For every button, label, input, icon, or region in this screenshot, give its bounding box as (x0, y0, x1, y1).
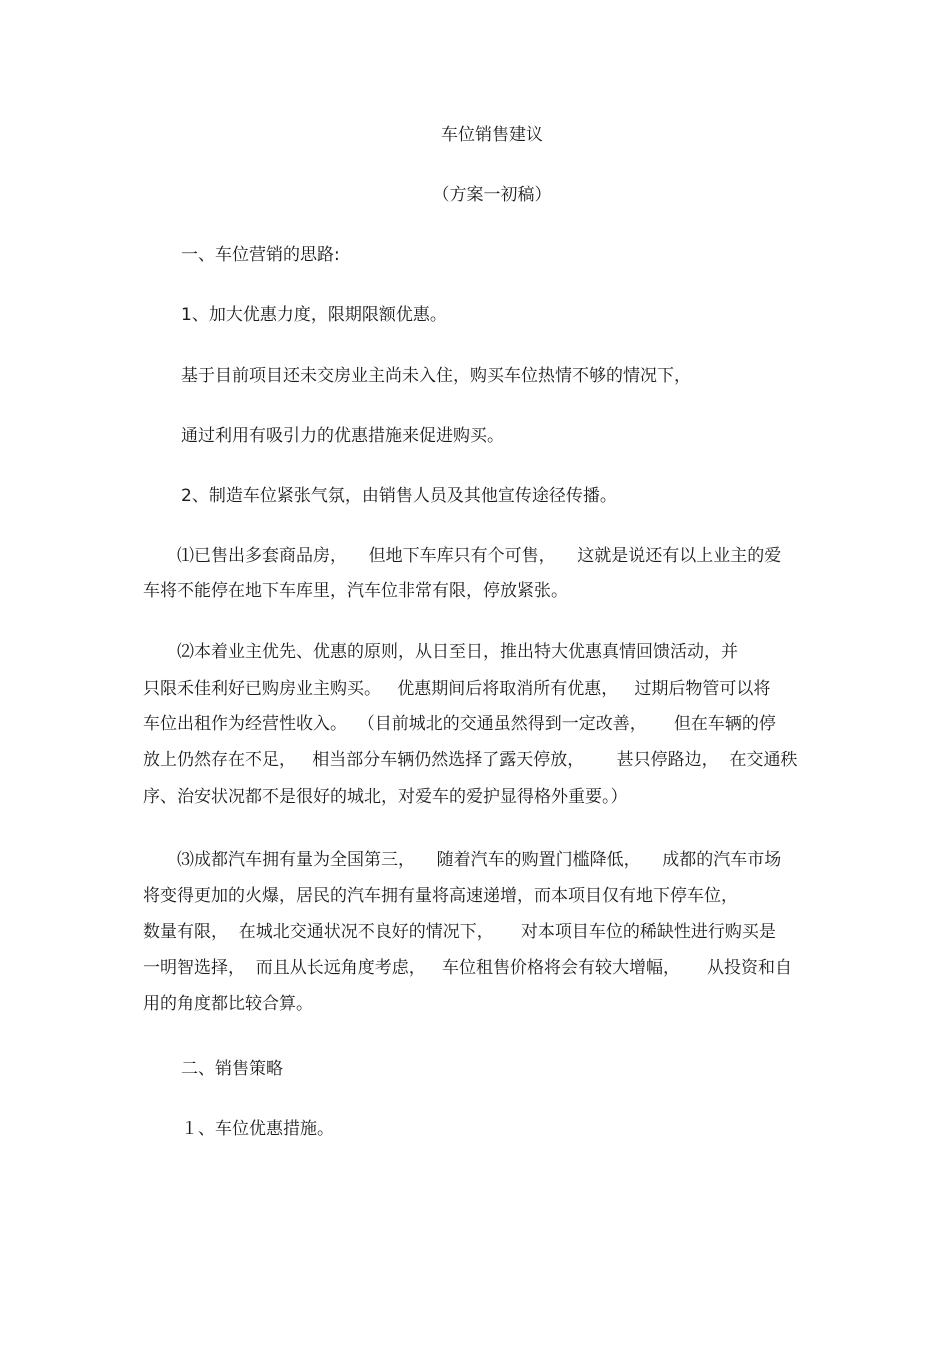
point2-line: 只限禾佳利好已购房业主购买。 优惠期间后将取消所有优惠， 过期后物管可以将 (143, 679, 771, 699)
point2-line: ⑵本着业主优先、优惠的原则，从日至日，推出特大优惠真情回馈活动，并 (177, 642, 738, 662)
document-title: 车位销售建议 (441, 125, 543, 145)
point3-line: 用的角度都比较合算。 (143, 994, 313, 1014)
item1-line1: 基于目前项目还未交房业主尚未入住，购买车位热情不够的情况下， (181, 366, 691, 386)
document-subtitle: （方案一初稿） (432, 185, 552, 205)
section2-heading: 二、销售策略 (181, 1059, 283, 1079)
item2-heading: 2、制造车位紧张气氛，由销售人员及其他宣传途径传播。 (181, 486, 617, 506)
item1-heading: 1、加大优惠力度，限期限额优惠。 (181, 305, 447, 325)
point3-line: 数量有限， 在城北交通状况不良好的情况下， 对本项目车位的稀缺性进行购买是 (143, 922, 776, 942)
item1-line2: 通过利用有吸引力的优惠措施来促进购买。 (181, 426, 504, 446)
section1-heading: 一、车位营销的思路: (181, 245, 340, 265)
point3-line: ⑶成都汽车拥有量为全国第三， 随着汽车的购置门槛降低， 成都的汽车市场 (177, 850, 782, 870)
point3-line: 将变得更加的火爆，居民的汽车拥有量将高速递增，而本项目仅有地下停车位， (143, 886, 738, 906)
section2-item1: １、车位优惠措施。 (181, 1119, 334, 1139)
point1-line: 车将不能停在地下车库里，汽车位非常有限，停放紧张。 (143, 581, 568, 601)
point2-line: 序、治安状况都不是很好的城北，对爱车的爱护显得格外重要。） (143, 787, 628, 807)
point3-line: 一明智选择， 而且从长远角度考虑， 车位租售价格将会有较大增幅， 从投资和自 (143, 958, 793, 978)
point2-line: 放上仍然存在不足， 相当部分车辆仍然选择了露天停放， 甚只停路边， 在交通秩 (143, 750, 798, 770)
point1-line: ⑴已售出多套商品房， 但地下车库只有个可售， 这就是说还有以上业主的爱 (177, 546, 782, 566)
point2-line: 车位出租作为经营性收入。 （目前城北的交通虽然得到一定改善， 但在车辆的停 (143, 714, 776, 734)
